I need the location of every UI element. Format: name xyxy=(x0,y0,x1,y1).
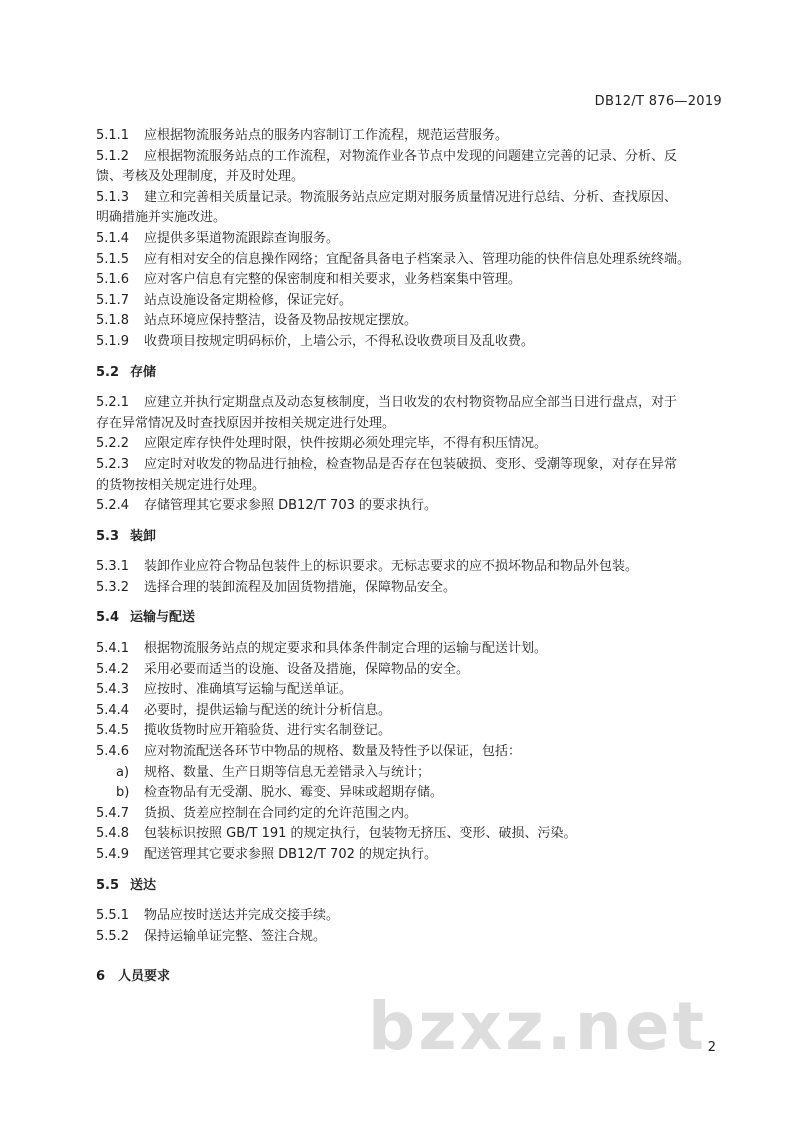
clause-line xyxy=(96,188,726,209)
chapter-heading xyxy=(96,967,726,988)
clause-number: 5.5.1 xyxy=(96,908,130,924)
clause-text: 收费项目按规定明码标价，上墙公示，不得私设收费项目及乱收费。 xyxy=(144,333,535,349)
clause-text: 站点设施设备定期检修，保证完好。 xyxy=(144,292,353,308)
list-item-label: a) xyxy=(116,764,130,780)
clause-number: 5.1.7 xyxy=(96,292,130,308)
clause-line xyxy=(96,250,726,271)
clause-line xyxy=(96,414,726,435)
clause-text: 应对物流配送各环节中物品的规格、数量及特性予以保证，包括： xyxy=(144,744,522,760)
clause-number: 5.4.6 xyxy=(96,744,130,760)
clause-text: 物品应按时送达并完成交接手续。 xyxy=(144,908,340,924)
list-item xyxy=(96,783,726,804)
clause-number: 5.1.8 xyxy=(96,313,130,329)
clause-text: 包装标识按照 GB/T 191 的规定执行，包装物无挤压、变形、破损、污染。 xyxy=(144,826,577,842)
section-heading xyxy=(96,363,726,384)
clause-text: 采用必要而适当的设施、设备及措施，保障物品的安全。 xyxy=(144,661,470,677)
heading-number: 5.5 xyxy=(96,877,120,893)
clause-number: 5.4.7 xyxy=(96,805,130,821)
clause-line xyxy=(96,906,726,927)
page-content xyxy=(96,126,726,988)
clause-line xyxy=(96,496,726,517)
clause-line xyxy=(96,393,726,414)
clause-line xyxy=(96,455,726,476)
heading-number: 5.3 xyxy=(96,528,120,544)
section-heading xyxy=(96,608,726,629)
heading-title: 人员要求 xyxy=(118,969,171,985)
clause-text: 站点环境应保持整洁，设备及物品按规定摆放。 xyxy=(144,313,418,329)
clause-line xyxy=(96,824,726,845)
clause-line xyxy=(96,804,726,825)
section-heading xyxy=(96,527,726,548)
clause-text: 应限定库存快件处理时限，快件按期必须处理完毕，不得有积压情况。 xyxy=(144,436,548,452)
clause-number: 5.2.1 xyxy=(96,395,130,411)
clause-line xyxy=(96,270,726,291)
clause-number: 5.4.3 xyxy=(96,682,130,698)
list-item-text: 检查物品有无受潮、脱水、霉变、异味或超期存储。 xyxy=(144,785,444,801)
document-code: DB12/T 876—2019 xyxy=(594,94,722,109)
clause-text: 明确措施并实施改进。 xyxy=(96,210,227,226)
clause-number: 5.3.1 xyxy=(96,559,130,575)
section-heading xyxy=(96,876,726,897)
clause-text: 保持运输单证完整、签注合规。 xyxy=(144,928,327,944)
clause-number: 5.1.9 xyxy=(96,333,130,349)
clause-line xyxy=(96,701,726,722)
clause-line xyxy=(96,208,726,229)
clause-number: 5.1.4 xyxy=(96,230,130,246)
clause-number: 5.4.2 xyxy=(96,661,130,677)
clause-line xyxy=(96,680,726,701)
clause-line xyxy=(96,660,726,681)
list-item xyxy=(96,763,726,784)
clause-line xyxy=(96,927,726,948)
clause-number: 5.1.1 xyxy=(96,128,130,143)
clause-line xyxy=(96,721,726,742)
clause-line xyxy=(96,311,726,332)
clause-text: 根据物流服务站点的规定要求和具体条件制定合理的运输与配送计划。 xyxy=(144,641,548,657)
clause-text: 货损、货差应控制在合同约定的允许范围之内。 xyxy=(144,805,418,821)
clause-text: 应定时对收发的物品进行抽检，检查物品是否存在包装破损、变形、受潮等现象，对存在异常 xyxy=(144,456,678,472)
clause-text: 装卸作业应符合物品包装件上的标识要求。无标志要求的应不损坏物品和物品外包装。 xyxy=(144,559,639,575)
clause-text: 应有相对安全的信息操作网络；宜配备具备电子档案录入、管理功能的快件信息处理系统终端。 xyxy=(144,251,691,267)
clause-number: 5.2.3 xyxy=(96,456,130,472)
clause-text: 存在异常情况及时查找原因并按相关规定进行处理。 xyxy=(96,415,396,431)
clause-line xyxy=(96,229,726,250)
clause-number: 5.4.5 xyxy=(96,723,130,739)
clause-line xyxy=(96,557,726,578)
clause-text: 应对客户信息有完整的保密制度和相关要求，业务档案集中管理。 xyxy=(144,272,522,288)
heading-number: 5.2 xyxy=(96,364,120,380)
heading-number: 5.4 xyxy=(96,610,120,626)
clause-line xyxy=(96,639,726,660)
clause-text: 应建立并执行定期盘点及动态复核制度，当日收发的农村物资物品应全部当日进行盘点，对于 xyxy=(144,395,678,411)
clause-text: 的货物按相关规定进行处理。 xyxy=(96,477,266,493)
clause-number: 5.2.2 xyxy=(96,436,130,452)
clause-line xyxy=(96,434,726,455)
clause-text: 揽收货物时应开箱验货、进行实名制登记。 xyxy=(144,723,392,739)
clause-text: 馈、考核及处理制度，并及时处理。 xyxy=(96,169,305,185)
clause-number: 5.4.4 xyxy=(96,702,130,718)
heading-title: 运输与配送 xyxy=(130,610,196,626)
clause-number: 5.4.1 xyxy=(96,641,130,657)
clause-text: 配送管理其它要求参照 DB12/T 702 的规定执行。 xyxy=(144,847,438,862)
clause-text: 存储管理其它要求参照 DB12/T 703 的要求执行。 xyxy=(144,498,438,514)
clause-text: 应根据物流服务站点的服务内容制订工作流程，规范运营服务。 xyxy=(144,128,509,143)
clause-text: 应根据物流服务站点的工作流程，对物流作业各节点中发现的问题建立完善的记录、分析、反 xyxy=(144,148,678,164)
clause-line xyxy=(96,126,726,147)
clause-number: 5.1.2 xyxy=(96,148,130,164)
clause-line xyxy=(96,167,726,188)
clause-number: 5.1.5 xyxy=(96,251,130,267)
clause-line xyxy=(96,476,726,497)
clause-number: 5.3.2 xyxy=(96,579,130,595)
clause-text: 应按时、准确填写运输与配送单证。 xyxy=(144,682,353,698)
list-item-label: b) xyxy=(116,785,130,801)
clause-line xyxy=(96,332,726,353)
page-number: 2 xyxy=(707,1040,716,1055)
clause-line xyxy=(96,578,726,599)
clause-number: 5.5.2 xyxy=(96,928,130,944)
clause-line xyxy=(96,845,726,866)
heading-title: 存储 xyxy=(130,364,157,380)
heading-number: 6 xyxy=(96,969,106,985)
clause-line xyxy=(96,147,726,168)
clause-text: 应提供多渠道物流跟踪查询服务。 xyxy=(144,230,340,246)
clause-number: 5.4.9 xyxy=(96,847,130,862)
clause-number: 5.1.6 xyxy=(96,272,130,288)
clause-line xyxy=(96,291,726,312)
clause-number: 5.4.8 xyxy=(96,826,130,842)
clause-line xyxy=(96,742,726,763)
clause-text: 选择合理的装卸流程及加固货物措施，保障物品安全。 xyxy=(144,579,457,595)
clause-text: 建立和完善相关质量记录。物流服务站点应定期对服务质量情况进行总结、分析、查找原因、 xyxy=(144,189,678,205)
heading-title: 装卸 xyxy=(130,528,157,544)
clause-number: 5.1.3 xyxy=(96,189,130,205)
list-item-text: 规格、数量、生产日期等信息无差错录入与统计； xyxy=(144,764,431,780)
clause-number: 5.2.4 xyxy=(96,498,130,514)
clause-text: 必要时，提供运输与配送的统计分析信息。 xyxy=(144,702,392,718)
watermark: bzxz.net xyxy=(368,988,708,1065)
heading-title: 送达 xyxy=(130,877,157,893)
